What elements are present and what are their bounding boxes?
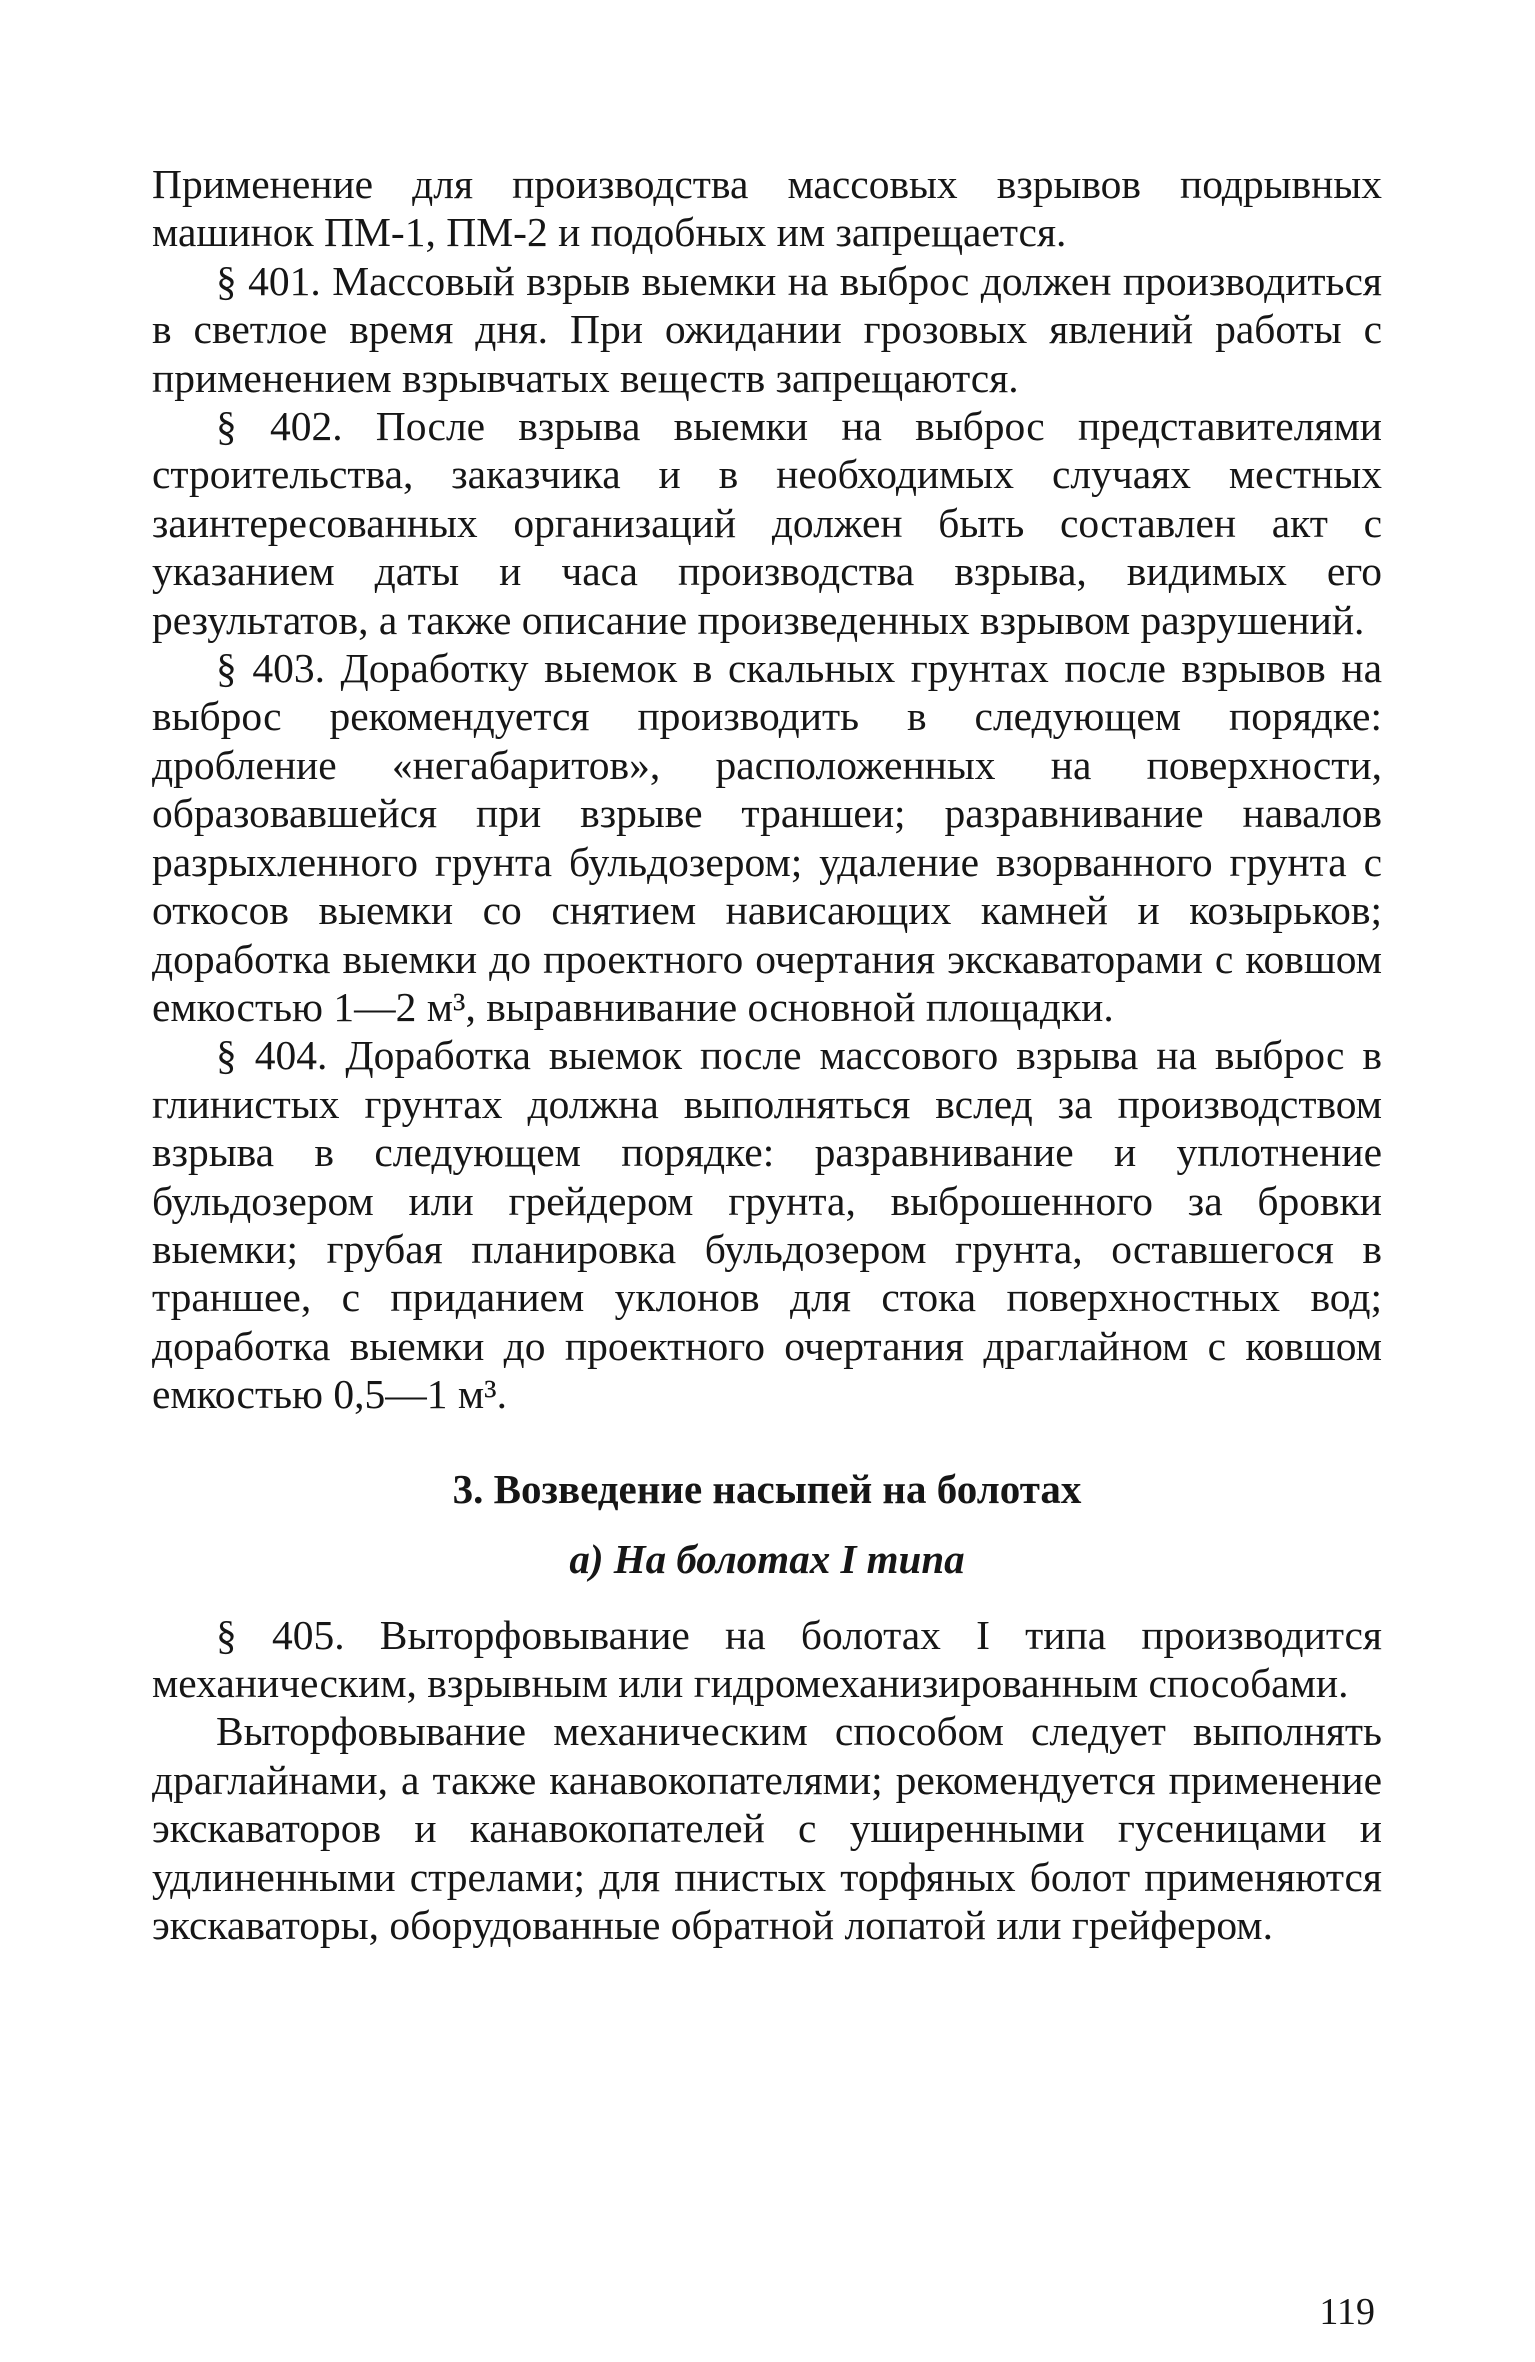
section-heading: 3. Возведение насыпей на болотах — [452, 1465, 1082, 1512]
page-number: 119 — [1319, 2291, 1375, 2333]
document-page — [152, 160, 1382, 1949]
paragraph-mechanical-method: Выторфовывание механическим способом следует выполнять драглайнами, а также канавокопателями; рекомендуется применение экскаваторов и канавокопателей с уширенными гусеницами и удлиненными стрелами; для пнистых торфяных болот применяются экскаваторы, оборудованные обратной лопатой или грейфером. — [152, 1708, 1382, 1948]
paragraph-401: § 401. Массовый взрыв выемки на выброс должен производиться в светлое время дня. При ожидании грозовых явлений работы с применением взрывчатых веществ запрещаются. — [152, 257, 1382, 401]
paragraph-405: § 405. Выторфовывание на болотах I типа производится механическим, взрывным или гидромеханизированным способами. — [152, 1611, 1382, 1706]
paragraph-402: § 402. После взрыва выемки на выброс представителями строительства, заказчика и в необходимых случаях местных заинтересованных организаций должен быть составлен акт с указанием даты и часа производства взрыва, видимых его результатов, а также описание произведенных взрывом разрушений. — [152, 403, 1382, 643]
paragraph-intro: Применение для производства массовых взрывов подрывных машинок ПМ-1, ПМ-2 и подобных им запрещается. — [152, 161, 1382, 256]
paragraph-404: § 404. Доработка выемок после массового взрыва на выброс в глинистых грунтах должна выполняться вслед за производством взрыва в следующем порядке: разравнивание и уплотнение бульдозером или грейдером грунта, выброшенного за бровки выемки; грубая планировка бульдозером грунта, оставшегося в траншее, с приданием уклонов для стока поверхностных вод; доработка выемки до проектного очертания драглайном с ковшом емкостью 0,5—1 м³. — [152, 1032, 1382, 1418]
subsection-heading: а) На болотах I типа — [569, 1535, 965, 1582]
paragraph-403: § 403. Доработку выемок в скальных грунтах после взрывов на выброс рекомендуется производить в следующем порядке: дробление «негабаритов», расположенных на поверхности, образовавшейся при взрыве траншеи; разравнивание навалов разрыхленного грунта бульдозером; удаление взорванного грунта с откосов выемки со снятием нависающих камней и козырьков; доработка выемки до проектного очертания экскаваторами с ковшом емкостью 1—2 м³, выравнивание основной площадки. — [152, 645, 1382, 1030]
